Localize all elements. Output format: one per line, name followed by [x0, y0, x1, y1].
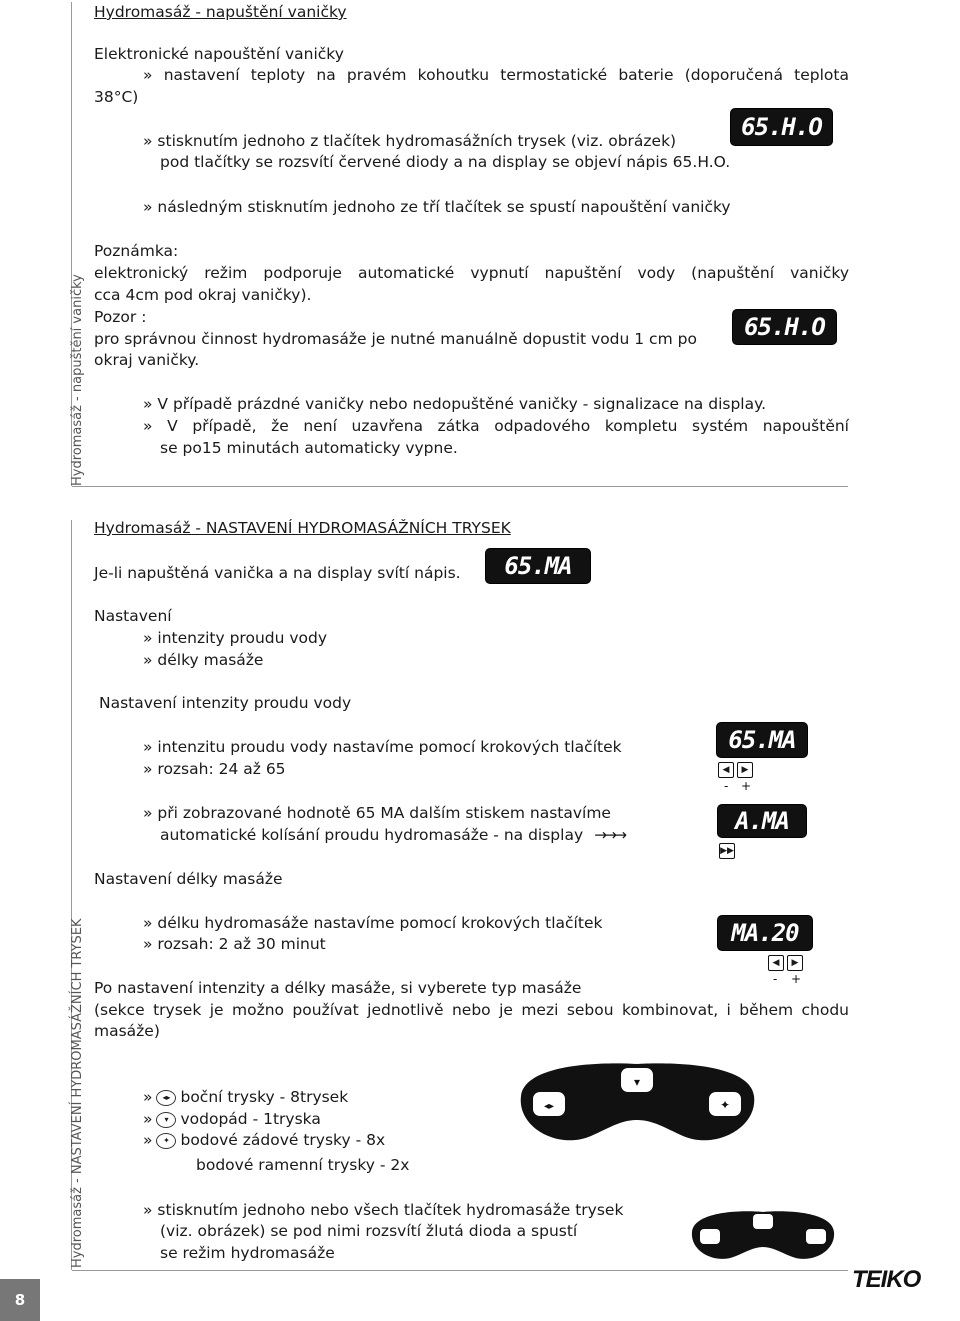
len-plus-label: +	[791, 972, 802, 986]
bottom-divider	[72, 1270, 848, 1271]
len-minus-label: -	[773, 972, 778, 986]
plus-label: +	[741, 779, 752, 793]
int-bullet2: » rozsah: 24 až 65	[143, 760, 286, 778]
step-minus-icon: ◀	[718, 762, 734, 778]
s1-bullet3: » následným stisknutím jednoho ze tří tlačítek se spustí napouštění vaničky	[143, 198, 731, 216]
svg-text:◂▸: ◂▸	[543, 1101, 555, 1112]
jet-label-3: bodové zádové trysky - 8x	[180, 1131, 386, 1149]
svg-text:✦: ✦	[719, 1098, 731, 1112]
display-65HO-2: 65.H.O	[733, 310, 836, 344]
minus-label: -	[724, 779, 729, 793]
section-divider	[72, 486, 848, 487]
s1-bullet4: » V případě prázdné vaničky nebo nedopuštěné vaničky - signalizace na display.	[143, 395, 766, 413]
jet-label-2: vodopád - 1tryska	[180, 1110, 321, 1128]
jet-item-3	[143, 1130, 385, 1151]
warn-label: Pozor :	[94, 308, 147, 326]
section2-title: Hydromasáž - NASTAVENÍ HYDROMASÁŽNÍCH TRYSEK	[94, 519, 511, 537]
int-bullet3-line1: » při zobrazované hodnotě 65 MA dalším stiskem nastavíme	[143, 804, 611, 822]
fast-forward-icon: ▶▶	[719, 843, 735, 859]
jet-item-2	[143, 1109, 321, 1130]
note-line1: elektronický režim podporuje automatické vypnutí napuštění vody (napuštění vaničky	[94, 264, 849, 282]
side-label-1: Hydromasáž - napuštění vaničky	[70, 274, 85, 486]
final-line1: » stisknutím jednoho nebo všech tlačítek hydromasáže trysek	[143, 1201, 624, 1219]
s1-bullet5-line1: » V případě, že není uzavřena zátka odpadového kompletu systém napouštění	[143, 417, 849, 435]
waterfall-icon: ▾	[156, 1112, 176, 1128]
final-line2: (viz. obrázek) se pod nimi rozsvítí žlutá dioda a spustí	[160, 1222, 578, 1240]
type-line2: (sekce trysek je možno používat jednotlivě nebo je mezi sebou kombinovat, i během chodu	[94, 1001, 849, 1019]
jet-label-1: boční trysky - 8trysek	[180, 1088, 349, 1106]
s1-bullet5-line2: se po15 minutách automaticky vypne.	[160, 439, 458, 457]
display-65MA: 65.MA	[717, 723, 807, 757]
bullet-marker: »	[143, 1110, 153, 1128]
warn-line1: pro správnou činnost hydromasáže je nutné manuálně dopustit vodu 1 cm po	[94, 330, 697, 348]
len-step-minus-icon: ◀	[768, 955, 784, 971]
int-bullet3-text: automatické kolísání proudu hydromasáže - na display	[160, 826, 584, 844]
spot-jets-icon: ✦	[156, 1133, 176, 1149]
settings-label: Nastavení	[94, 607, 172, 625]
warn-line2: okraj vaničky.	[94, 351, 200, 369]
step-plus-icon: ▶	[737, 762, 753, 778]
teiko-logo: TEIKO	[852, 1266, 921, 1293]
final-line3: se režim hydromasáže	[160, 1244, 335, 1262]
note-label: Poznámka:	[94, 242, 179, 260]
intro-text: Je-li napuštěná vanička a na display svítí nápis.	[94, 564, 461, 582]
type-line1: Po nastavení intenzity a délky masáže, si vyberete typ masáže	[94, 979, 582, 997]
display-65MA-intro: 65.MA	[486, 549, 590, 583]
settings-item-2: » délky masáže	[143, 651, 264, 669]
jet-control-panel-small	[688, 1208, 838, 1270]
intensity-title: Nastavení intenzity proudu vody	[99, 694, 352, 712]
section1-subtitle: Elektronické napouštění vaničky	[94, 45, 344, 63]
bullet-marker: »	[143, 1088, 153, 1106]
s1-bullet1-line2: 38°C)	[94, 88, 139, 106]
len-bullet1: » délku hydromasáže nastavíme pomocí krokových tlačítek	[143, 914, 603, 932]
jet-item-1	[143, 1087, 348, 1108]
note-line2: cca 4cm pod okraj vaničky).	[94, 286, 312, 304]
len-bullet2: » rozsah: 2 až 30 minut	[143, 935, 326, 953]
settings-item-1: » intenzity proudu vody	[143, 629, 328, 647]
display-AMA: A.MA	[718, 805, 806, 837]
side-jets-icon: ◂▸	[156, 1090, 176, 1106]
length-title: Nastavení délky masáže	[94, 870, 283, 888]
len-step-plus-icon: ▶	[787, 955, 803, 971]
display-65HO-1: 65.H.O	[731, 109, 832, 145]
bullet-marker: »	[143, 1131, 153, 1149]
page-number: 8	[0, 1279, 40, 1321]
display-MA20: MA.20	[718, 916, 812, 950]
s1-bullet1-line1: » nastavení teploty na pravém kohoutku termostatické baterie (doporučená teplota	[143, 66, 849, 84]
side-label-2: Hydromasáž - NASTAVENÍ HYDROMASÁŽNÍCH TRYSEK	[70, 918, 85, 1268]
s1-bullet2-line1: » stisknutím jednoho z tlačítek hydromasážních trysek (viz. obrázek)	[143, 132, 677, 150]
jet-item-4: bodové ramenní trysky - 2x	[196, 1156, 410, 1174]
arrows-icon: →→→	[594, 826, 625, 844]
svg-text:▾: ▾	[633, 1075, 641, 1089]
jet-control-panel	[515, 1058, 760, 1158]
int-bullet1: » intenzitu proudu vody nastavíme pomocí krokových tlačítek	[143, 738, 622, 756]
type-line3: masáže)	[94, 1022, 160, 1040]
s1-bullet2-line2: pod tlačítky se rozsvítí červené diody a na display se objeví nápis 65.H.O.	[160, 153, 731, 171]
section1-title: Hydromasáž - napuštění vaničky	[94, 3, 347, 21]
int-bullet3-line2	[160, 825, 624, 846]
